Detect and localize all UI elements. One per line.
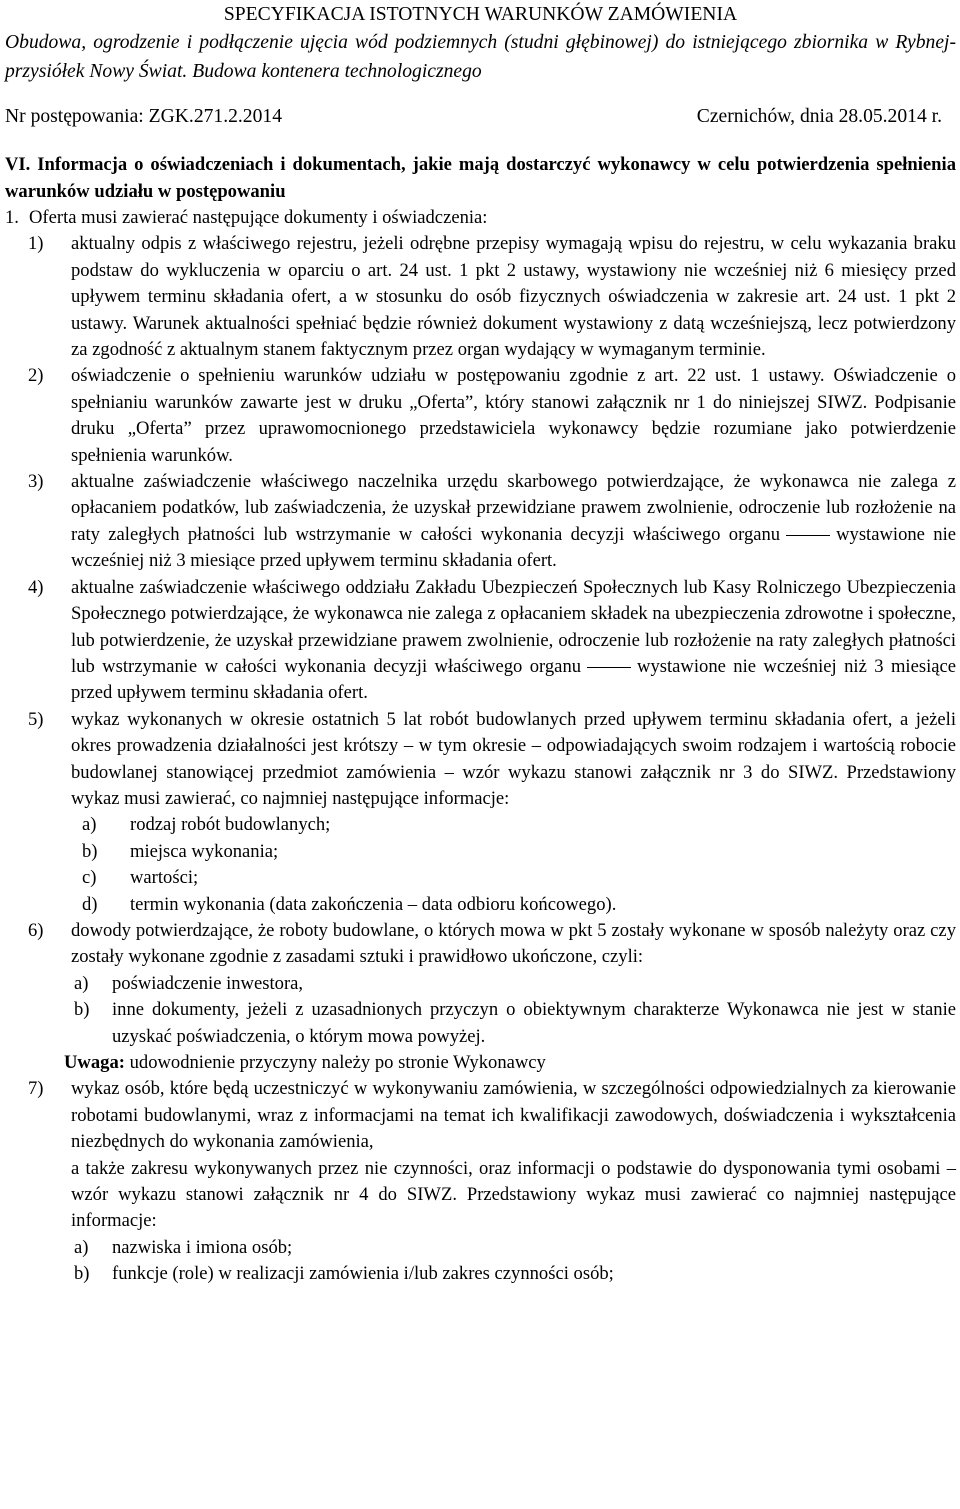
- sub-item: [5, 997, 956, 1050]
- sub-item-letter: a): [74, 972, 89, 994]
- list-item-6: [5, 918, 956, 971]
- list-item-text: dowody potwierdzające, że roboty budowlane, o których mowa w pkt 5 zostały wykonane w sposób należyty oraz czy zostały wykonane zgodnie z zasadami sztuki i prawidłowo ukończone, czyli:: [71, 919, 956, 968]
- sub-item-text: miejsca wykonania;: [130, 840, 279, 862]
- list-item-text: [71, 469, 956, 575]
- list-item-text-part-a: aktualne zaświadczenie właściwego oddziału Zakładu Ubezpieczeń Społecznych lub Kasy Rolniczego Ubezpieczenia Społecznego potwierdzające, że wykonawca nie zalega z opłacaniem składek na ubezpieczenia zdrowotne i społeczne, lub potwierdzenie, że uzyskał przewidziane prawem zwolnienie, odroczenie lub rozłożenie na raty zaległych płatności lub wstrzymanie w całości wykonania decyzji właściwego organu: [71, 576, 956, 677]
- sub-item-text: wartości;: [130, 867, 199, 889]
- sub-item-text: funkcje (role) w realizacji zamówienia i/lub zakres czynności osób;: [112, 1263, 614, 1285]
- list-item-text-part-b: wystawione nie wcześniej niż 3 miesiące przed upływem terminu składania ofert.: [71, 655, 956, 704]
- list-item-number: 4): [28, 576, 44, 598]
- sub-item-letter: b): [74, 1263, 90, 1285]
- sub-item-text: poświadczenie inwestora,: [112, 972, 304, 994]
- sub-item-letter: b): [74, 999, 90, 1021]
- place-date: Czernichów, dnia 28.05.2014 r.: [696, 106, 942, 127]
- list-item-number: 7): [28, 1078, 44, 1100]
- sub-item-letter: a): [74, 1236, 89, 1258]
- section-heading: VI. Informacja o oświadczeniach i dokumentach, jakie mają dostarczyć wykonawcy w celu potwierdzenia spełnienia warunków udziału w postępowaniu: [5, 154, 956, 202]
- sub-item: [5, 812, 956, 838]
- list-item-body: [71, 1076, 956, 1234]
- list-item-1: [5, 231, 956, 363]
- note-label: Uwaga:: [64, 1052, 125, 1073]
- list-item-5: [5, 707, 956, 813]
- list-item-text: wykaz osób, które będą uczestniczyć w wykonywaniu zamówienia, w szczególności odpowiedzialnych za kierowanie robotami budowlanymi, wraz z informacjami na temat ich kwalifikacji zawodowych, doświadczenia i wykształcenia niezbędnych do wykonania zamówienia,: [71, 1078, 956, 1153]
- sub-item: [5, 1235, 956, 1261]
- list-item-number: 2): [28, 365, 44, 387]
- sub-item-text: termin wykonania (data zakończenia – data odbioru końcowego).: [130, 893, 617, 915]
- list-item-number: 3): [28, 471, 44, 493]
- long-dash: [786, 535, 830, 536]
- sub-item: [5, 865, 956, 891]
- sub-item-letter: a): [82, 814, 97, 836]
- case-number: Nr postępowania: ZGK.271.2.2014: [5, 106, 282, 127]
- point-1-text: Oferta musi zawierać następujące dokumenty i oświadczenia:: [29, 207, 488, 228]
- list-item-text-continued: a także zakresu wykonywanych przez nie czynności, oraz informacji o podstawie do dysponowania tymi osobami – wzór wykazu stanowi załącznik nr 4 do SIWZ. Przedstawiony wykaz musi zawierać co najmniej następujące informacje:: [71, 1157, 956, 1232]
- list-item-number: 1): [28, 233, 44, 255]
- list-item-number: 5): [28, 708, 44, 730]
- list-item-text: oświadczenie o spełnieniu warunków udziału w postępowaniu zgodnie z art. 22 ust. 1 ustawy. Oświadczenie o spełnianiu warunków zawarte jest w druku „Oferta”, który stanowi załącznik nr 1 do niniejszej SIWZ. Podpisanie druku „Oferta” przez uprawomocnionego przedstawiciela wykonawcy będzie rozumiane jako potwierdzenie spełnienia warunków.: [71, 365, 956, 466]
- list-item-text: wykaz wykonanych w okresie ostatnich 5 lat robót budowlanych przed upływem terminu składania ofert, a jeżeli okres prowadzenia działalności jest krótszy – w tym okresie – odpowiadających swoim rodzajem i wartością robocie budowlanej stanowiącej przedmiot zamówienia – wzór wykazu stanowi załącznik nr 3 do SIWZ. Przedstawiony wykaz musi zawierać, co najmniej następujące informacje:: [71, 708, 956, 809]
- sub-item-letter: b): [82, 840, 98, 862]
- list-item-text: [71, 575, 956, 707]
- note-text: udowodnienie przyczyny należy po stronie Wykonawcy: [124, 1052, 546, 1073]
- list-item-number: 6): [28, 919, 44, 941]
- document-subtitle: Obudowa, ogrodzenie i podłączenie ujęcia wód podziemnych (studni głębinowej) do istniejącego zbiornika w Rybnej- przysiółek Nowy Świat. Budowa kontenera technologicznego: [5, 32, 956, 82]
- long-dash: [587, 667, 631, 668]
- document-title: SPECYFIKACJA ISTOTNYCH WARUNKÓW ZAMÓWIENIA: [223, 4, 738, 25]
- point-1-number: 1.: [5, 207, 19, 228]
- point-1: [5, 205, 956, 231]
- sub-item: [5, 971, 956, 997]
- list-item-7: [5, 1076, 956, 1234]
- list-item-text-part-b: wystawione nie wcześniej niż 3 miesiące przed upływem terminu składania ofert.: [71, 523, 956, 572]
- sub-item-text: nazwiska i imiona osób;: [112, 1236, 293, 1258]
- sub-item-letter: c): [82, 867, 97, 889]
- sub-item: [5, 1261, 956, 1287]
- list-item-2: [5, 363, 956, 469]
- list-item-text: aktualny odpis z właściwego rejestru, jeżeli odrębne przepisy wymagają wpisu do rejestru, w celu wykazania braku podstaw do wykluczenia w oparciu o art. 24 ust. 1 pkt 2 ustawy, wystawiony nie wcześniej niż 6 miesięcy przed upływem terminu składania ofert, a w stosunku do osób fizycznych oświadczenia w zakresie art. 24 ust. 1 pkt 2 ustawy. Warunek aktualności spełniać będzie również dokument wystawiony z datą wcześniejszą, lecz potwierdzony za zgodność z aktualnym stanem faktycznym przez organ wydający w wymaganym terminie.: [71, 233, 956, 361]
- meta-row: [5, 102, 956, 132]
- list-item-3: [5, 469, 956, 575]
- sub-item: [5, 892, 956, 918]
- list-item-text-part-a: aktualne zaświadczenie właściwego naczelnika urzędu skarbowego potwierdzające, że wykonawca nie zalega z opłacaniem podatków, lub zaświadczenia, że uzyskał przewidziane prawem zwolnienie, odroczenie lub rozłożenie na raty zaległych płatności lub wstrzymanie w całości wykonania decyzji właściwego organu: [71, 471, 956, 545]
- sub-item-text: inne dokumenty, jeżeli z uzasadnionych przyczyn o obiektywnym charakterze Wykonawca nie jest w stanie uzyskać poświadczenia, o którym mowa powyżej.: [112, 999, 956, 1047]
- note: [5, 1050, 956, 1076]
- list-item-4: [5, 575, 956, 707]
- sub-item-letter: d): [82, 893, 98, 915]
- sub-item: [5, 839, 956, 865]
- sub-item-text: rodzaj robót budowlanych;: [130, 814, 331, 836]
